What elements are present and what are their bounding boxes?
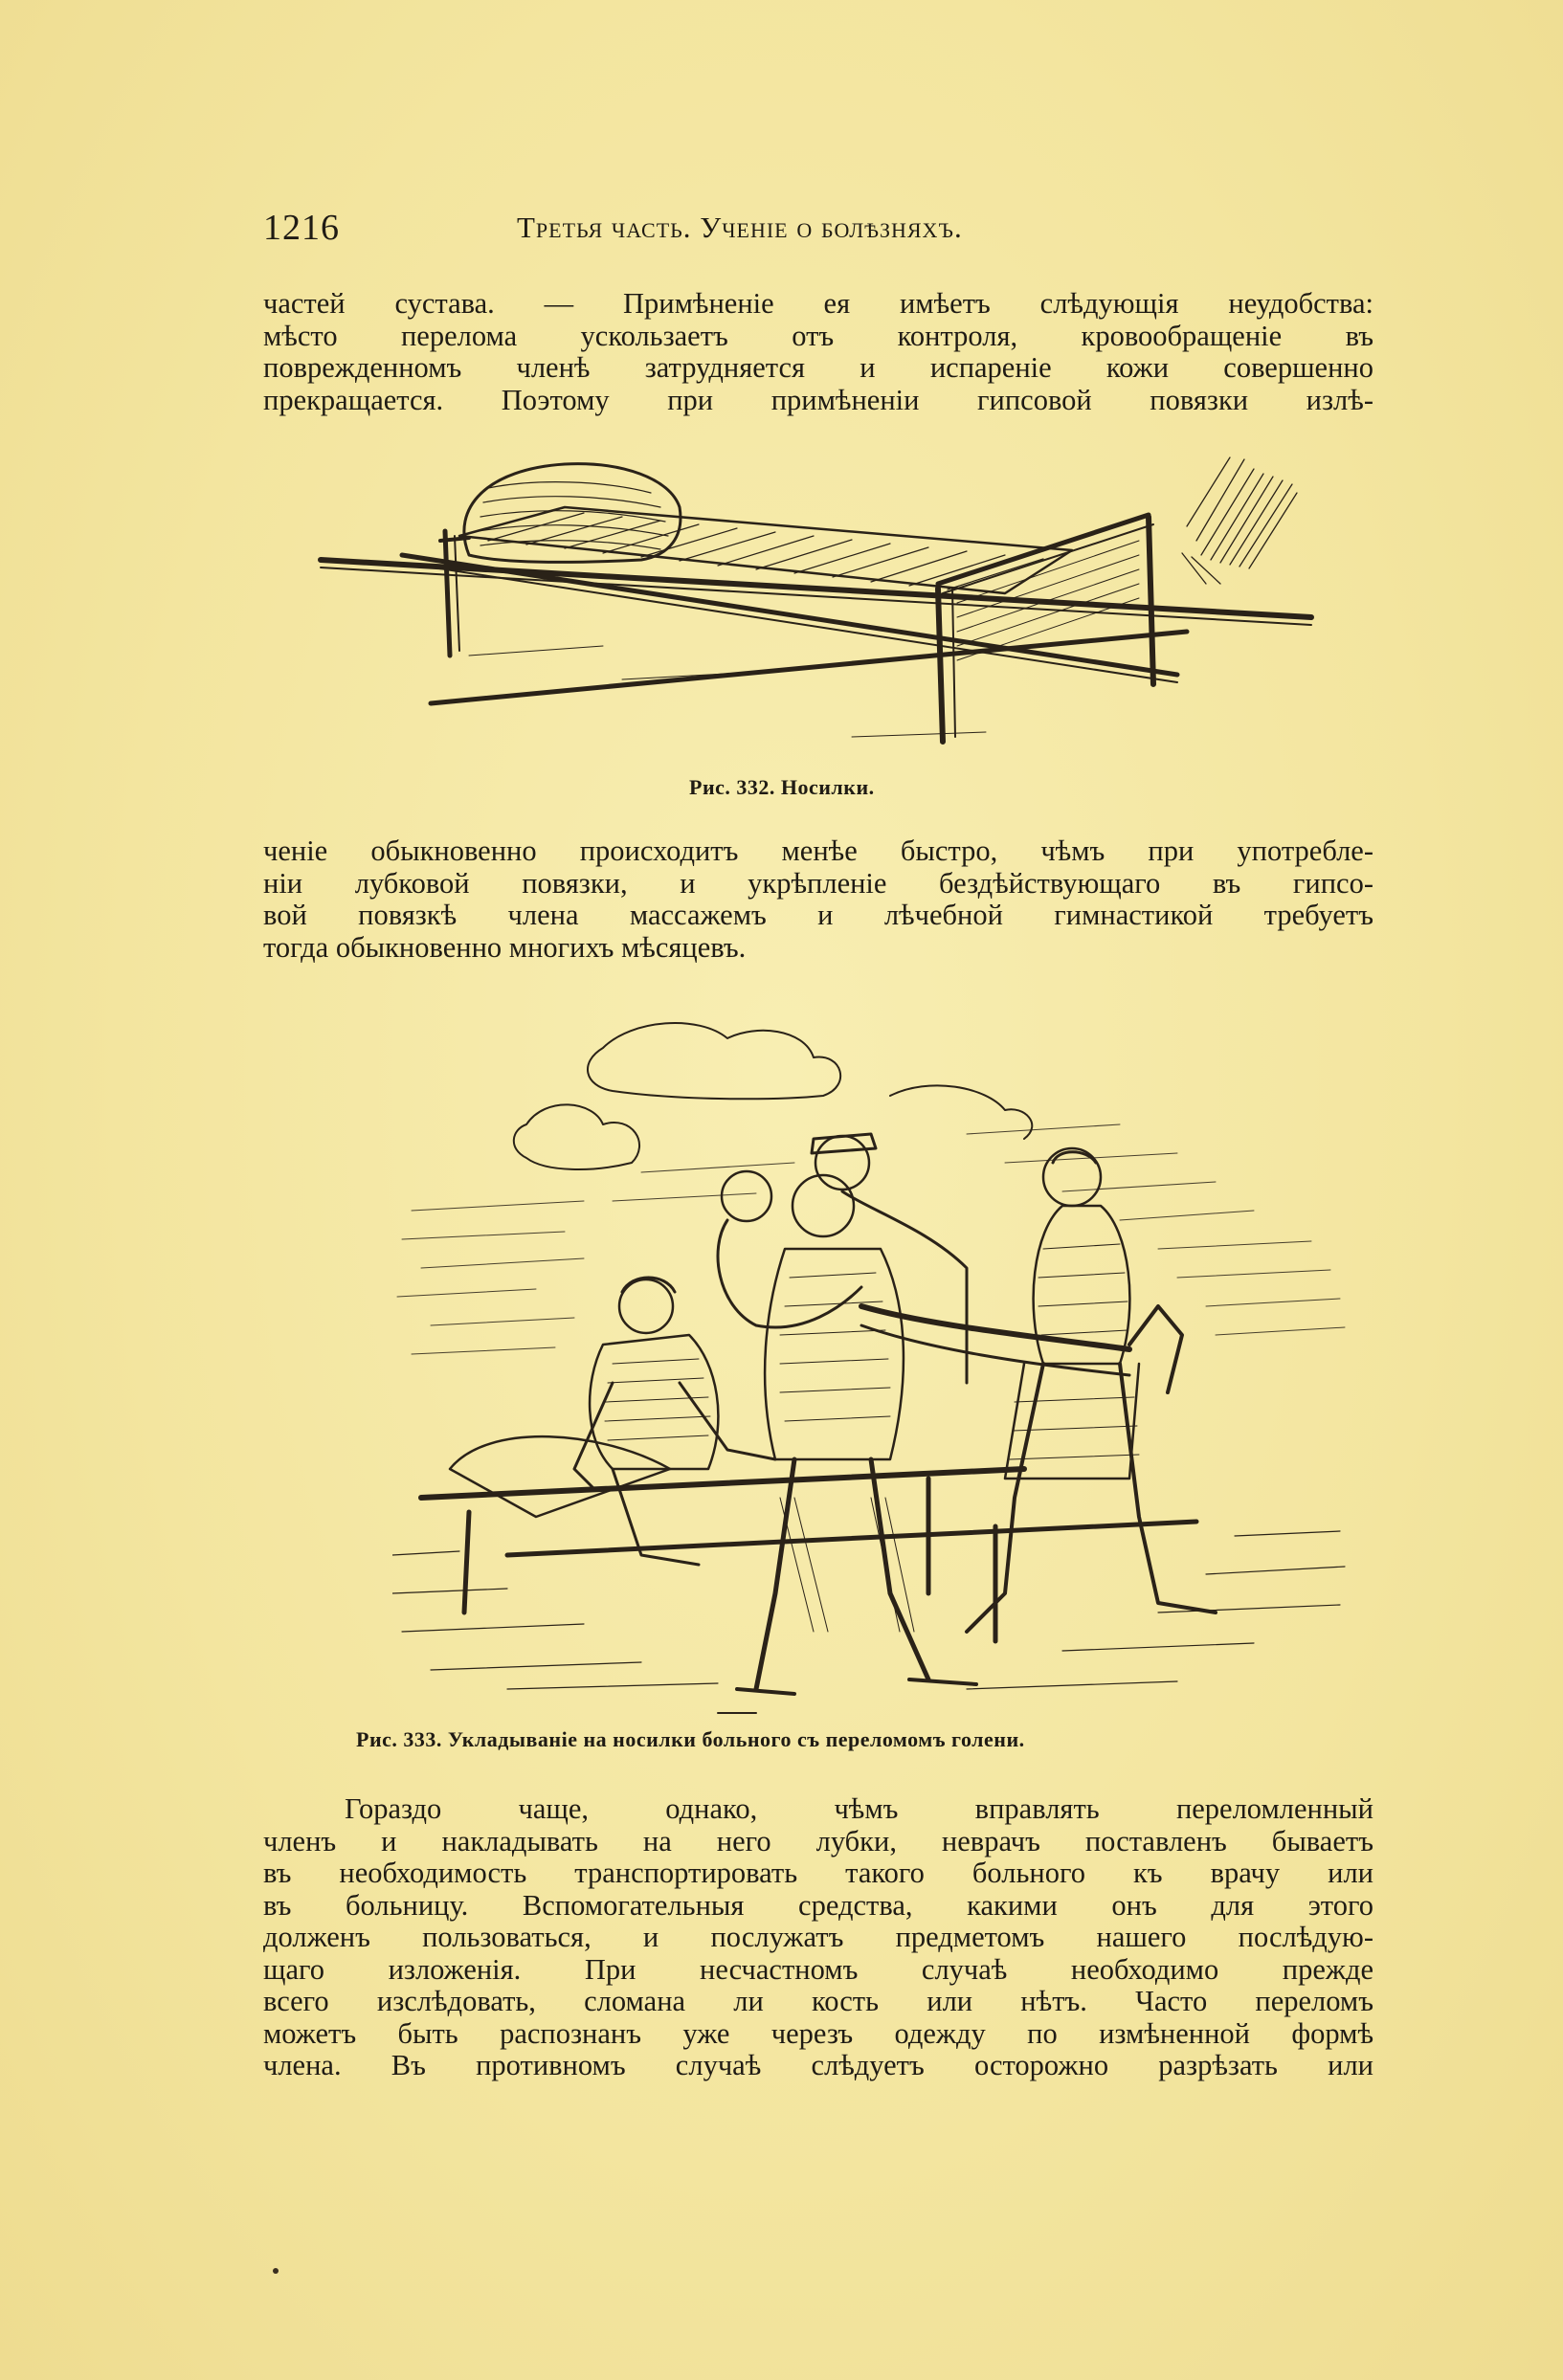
- text-line: частей сустава. — Примѣненіе ея имѣетъ слѣдующія неудобства:: [263, 288, 1373, 320]
- running-head: Третья часть. Ученіе о болѣзняхъ.: [517, 211, 963, 244]
- text-line: прекращается. Поэтому при примѣненіи гипсовой повязки излѣ-: [263, 384, 1373, 416]
- stretcher-illustration-icon: [316, 450, 1321, 756]
- figure-caption: Рис. 333. Укладываніе на носилки больного съ переломомъ голени.: [356, 1727, 1025, 1751]
- text-line: тогда обыкновенно многихъ мѣсяцевъ.: [263, 931, 747, 964]
- page-number: 1216: [263, 208, 340, 248]
- paragraph-1: [263, 288, 1373, 416]
- text-line: вой повязкѣ члена массажемъ и лѣчебной гимнастикой требуетъ: [263, 900, 1373, 931]
- text-line: долженъ пользоваться, и послужатъ предметомъ нашего послѣдую-: [263, 1922, 1373, 1953]
- text-line: членъ и накладывать на него лубки, неврачъ поставленъ бываетъ: [263, 1825, 1373, 1857]
- text-line: мѣсто перелома ускользаетъ отъ контроля, кровообращеніе въ: [263, 320, 1373, 352]
- text-line: ніи лубковой повязки, и укрѣпленіе бездѣйствующаго въ гипсо-: [263, 867, 1373, 900]
- text-line: ченіе обыкновенно происходитъ менѣе быстро, чѣмъ при употребле-: [263, 835, 1373, 867]
- text-line: въ необходимость транспортировать такого больного къ врачу или: [263, 1857, 1373, 1889]
- text-line: Гораздо чаще, однако, чѣмъ вправлять переломленный: [345, 1793, 1373, 1825]
- men-lifting-patient-icon: [392, 1019, 1350, 1718]
- lifting-patient-illustration: [392, 1019, 1350, 1718]
- text-line: щаго изложенія. При несчастномъ случаѣ необходимо прежде: [263, 1953, 1373, 1986]
- ink-speck: [273, 2268, 279, 2274]
- text-line: члена. Въ противномъ случаѣ слѣдуетъ осторожно разрѣзать или: [263, 2050, 1373, 2081]
- figure-caption: Рис. 332. Носилки.: [689, 775, 875, 799]
- text-line: всего изслѣдовать, сломана ли кость или нѣтъ. Часто переломъ: [263, 1986, 1373, 2017]
- text-line: въ больницу. Вспомогательныя средства, какими онъ для этого: [263, 1889, 1373, 1922]
- text-line: поврежденномъ членѣ затрудняется и испареніе кожи совершенно: [263, 352, 1373, 384]
- page-header: [263, 207, 1373, 255]
- stretcher-illustration: [316, 450, 1321, 756]
- paragraph-3: [263, 1793, 1373, 2082]
- text-line: можетъ быть распознанъ уже черезъ одежду по измѣненной формѣ: [263, 2017, 1373, 2050]
- paragraph-2: [263, 835, 1373, 964]
